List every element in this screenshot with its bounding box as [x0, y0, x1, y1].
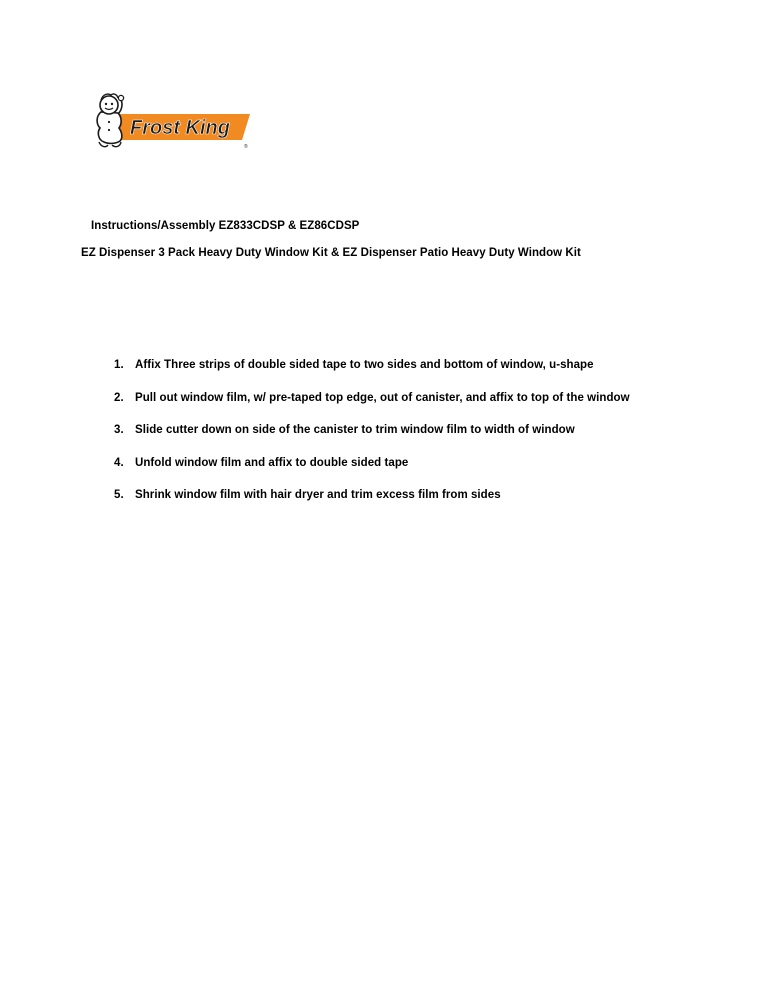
- instruction-step: [114, 457, 630, 472]
- mascot-body-icon: [97, 112, 122, 143]
- instruction-step: [114, 489, 630, 504]
- document-subtitle: EZ Dispenser 3 Pack Heavy Duty Window Kit & EZ Dispenser Patio Heavy Duty Window Kit: [81, 247, 581, 259]
- instruction-step: [114, 392, 630, 407]
- step-text: Unfold window film and affix to double sided tape: [135, 456, 409, 469]
- step-text: Slide cutter down on side of the canister to trim window film to width of window: [135, 424, 575, 436]
- step-number: 1.: [114, 359, 124, 371]
- registered-mark: ®: [244, 144, 248, 150]
- document-title: Instructions/Assembly EZ833CDSP & EZ86CDSP: [91, 220, 360, 232]
- brand-name: Frost King: [130, 117, 230, 139]
- step-number: 2.: [114, 391, 124, 404]
- mascot-head-icon: [100, 96, 118, 114]
- instruction-steps: [114, 359, 630, 522]
- step-number: 3.: [114, 424, 124, 436]
- step-text: Shrink window film with hair dryer and trim excess film from sides: [135, 489, 501, 501]
- step-text: Pull out window film, w/ pre-taped top edge, out of canister, and affix to top of the window: [135, 391, 630, 404]
- instruction-step: [114, 424, 630, 439]
- step-number: 4.: [114, 456, 124, 469]
- instruction-step: [114, 359, 630, 374]
- step-number: 5.: [114, 489, 124, 501]
- step-text: Affix Three strips of double sided tape to two sides and bottom of window, u-shape: [135, 359, 594, 371]
- frost-king-logo: [92, 92, 254, 150]
